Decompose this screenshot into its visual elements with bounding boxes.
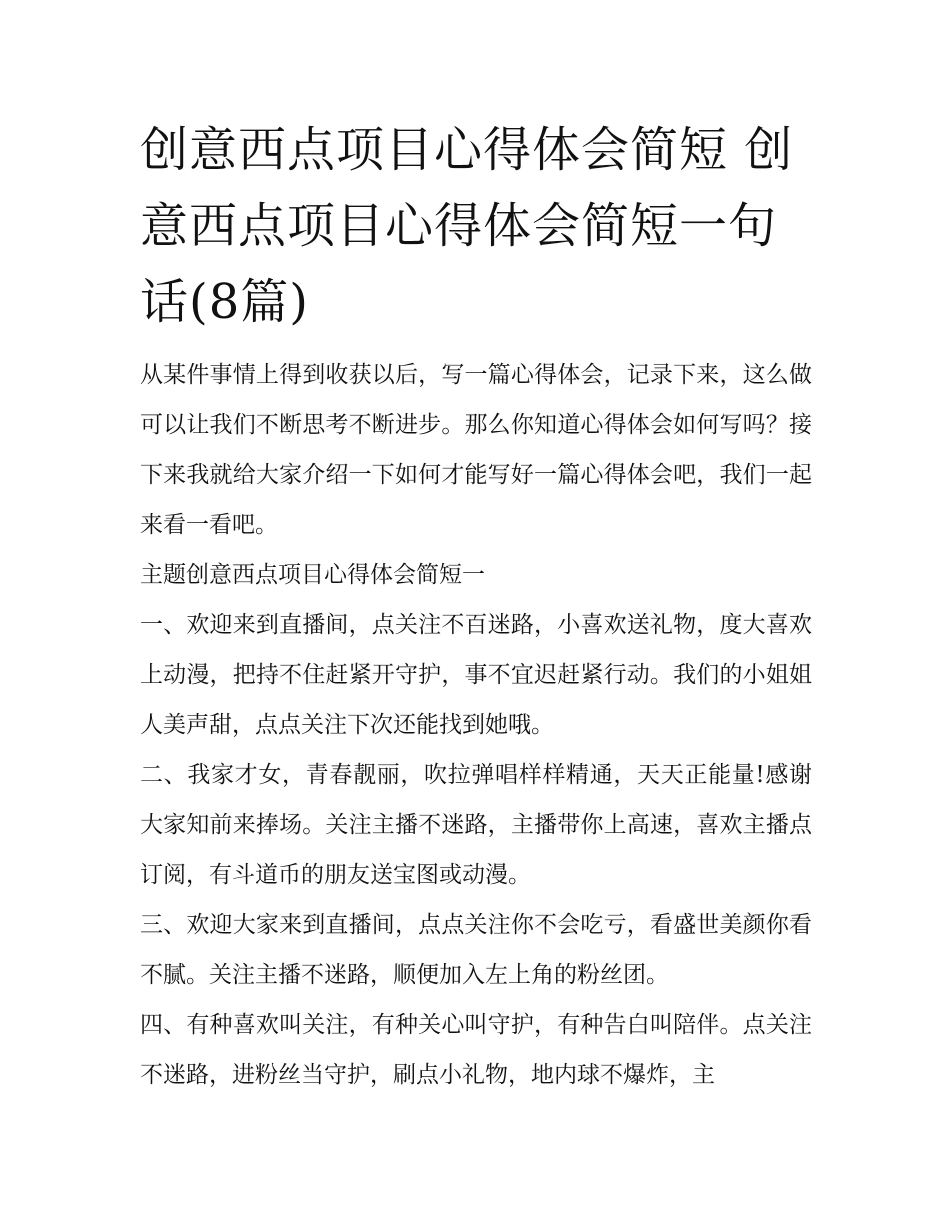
- paragraph-item-4: 四、有种喜欢叫关注，有种关心叫守护，有种告白叫陪伴。点关注不迷路，进粉丝当守护，刷点小礼物，地内球不爆炸，主: [140, 1012, 812, 1088]
- paragraph-item-2: 二、我家才女，青春靓丽，吹拉弹唱样样精通，天天正能量!感谢大家知前来捧场。关注主播不迷路，主播带你上高速，喜欢主播点订阅，有斗道币的朋友送宝图或动漫。: [140, 762, 812, 888]
- section-heading: 主题创意西点项目心得体会简短一: [140, 562, 485, 588]
- paragraph-intro: 从某件事情上得到收获以后，写一篇心得体会，记录下来，这么做可以让我们不断思考不断进步。那么你知道心得体会如何写吗？接下来我就给大家介绍一下如何才能写好一篇心得体会吧，我们一起来看一看吧。: [140, 362, 812, 538]
- document-body: [140, 112, 812, 1100]
- paragraph-item-3: 三、欢迎大家来到直播间，点点关注你不会吃亏，看盛世美颜你看不腻。关注主播不迷路，顺便加入左上角的粉丝团。: [140, 912, 812, 988]
- paragraph-item-1: 一、欢迎来到直播间，点关注不百迷路，小喜欢送礼物，度大喜欢上动漫，把持不住赶紧开守护，事不宜迟赶紧行动。我们的小姐姐人美声甜，点点关注下次还能找到她哦。: [140, 612, 812, 738]
- document-title: 创意西点项目心得体会简短 创意西点项目心得体会简短一句话(8篇): [140, 122, 794, 330]
